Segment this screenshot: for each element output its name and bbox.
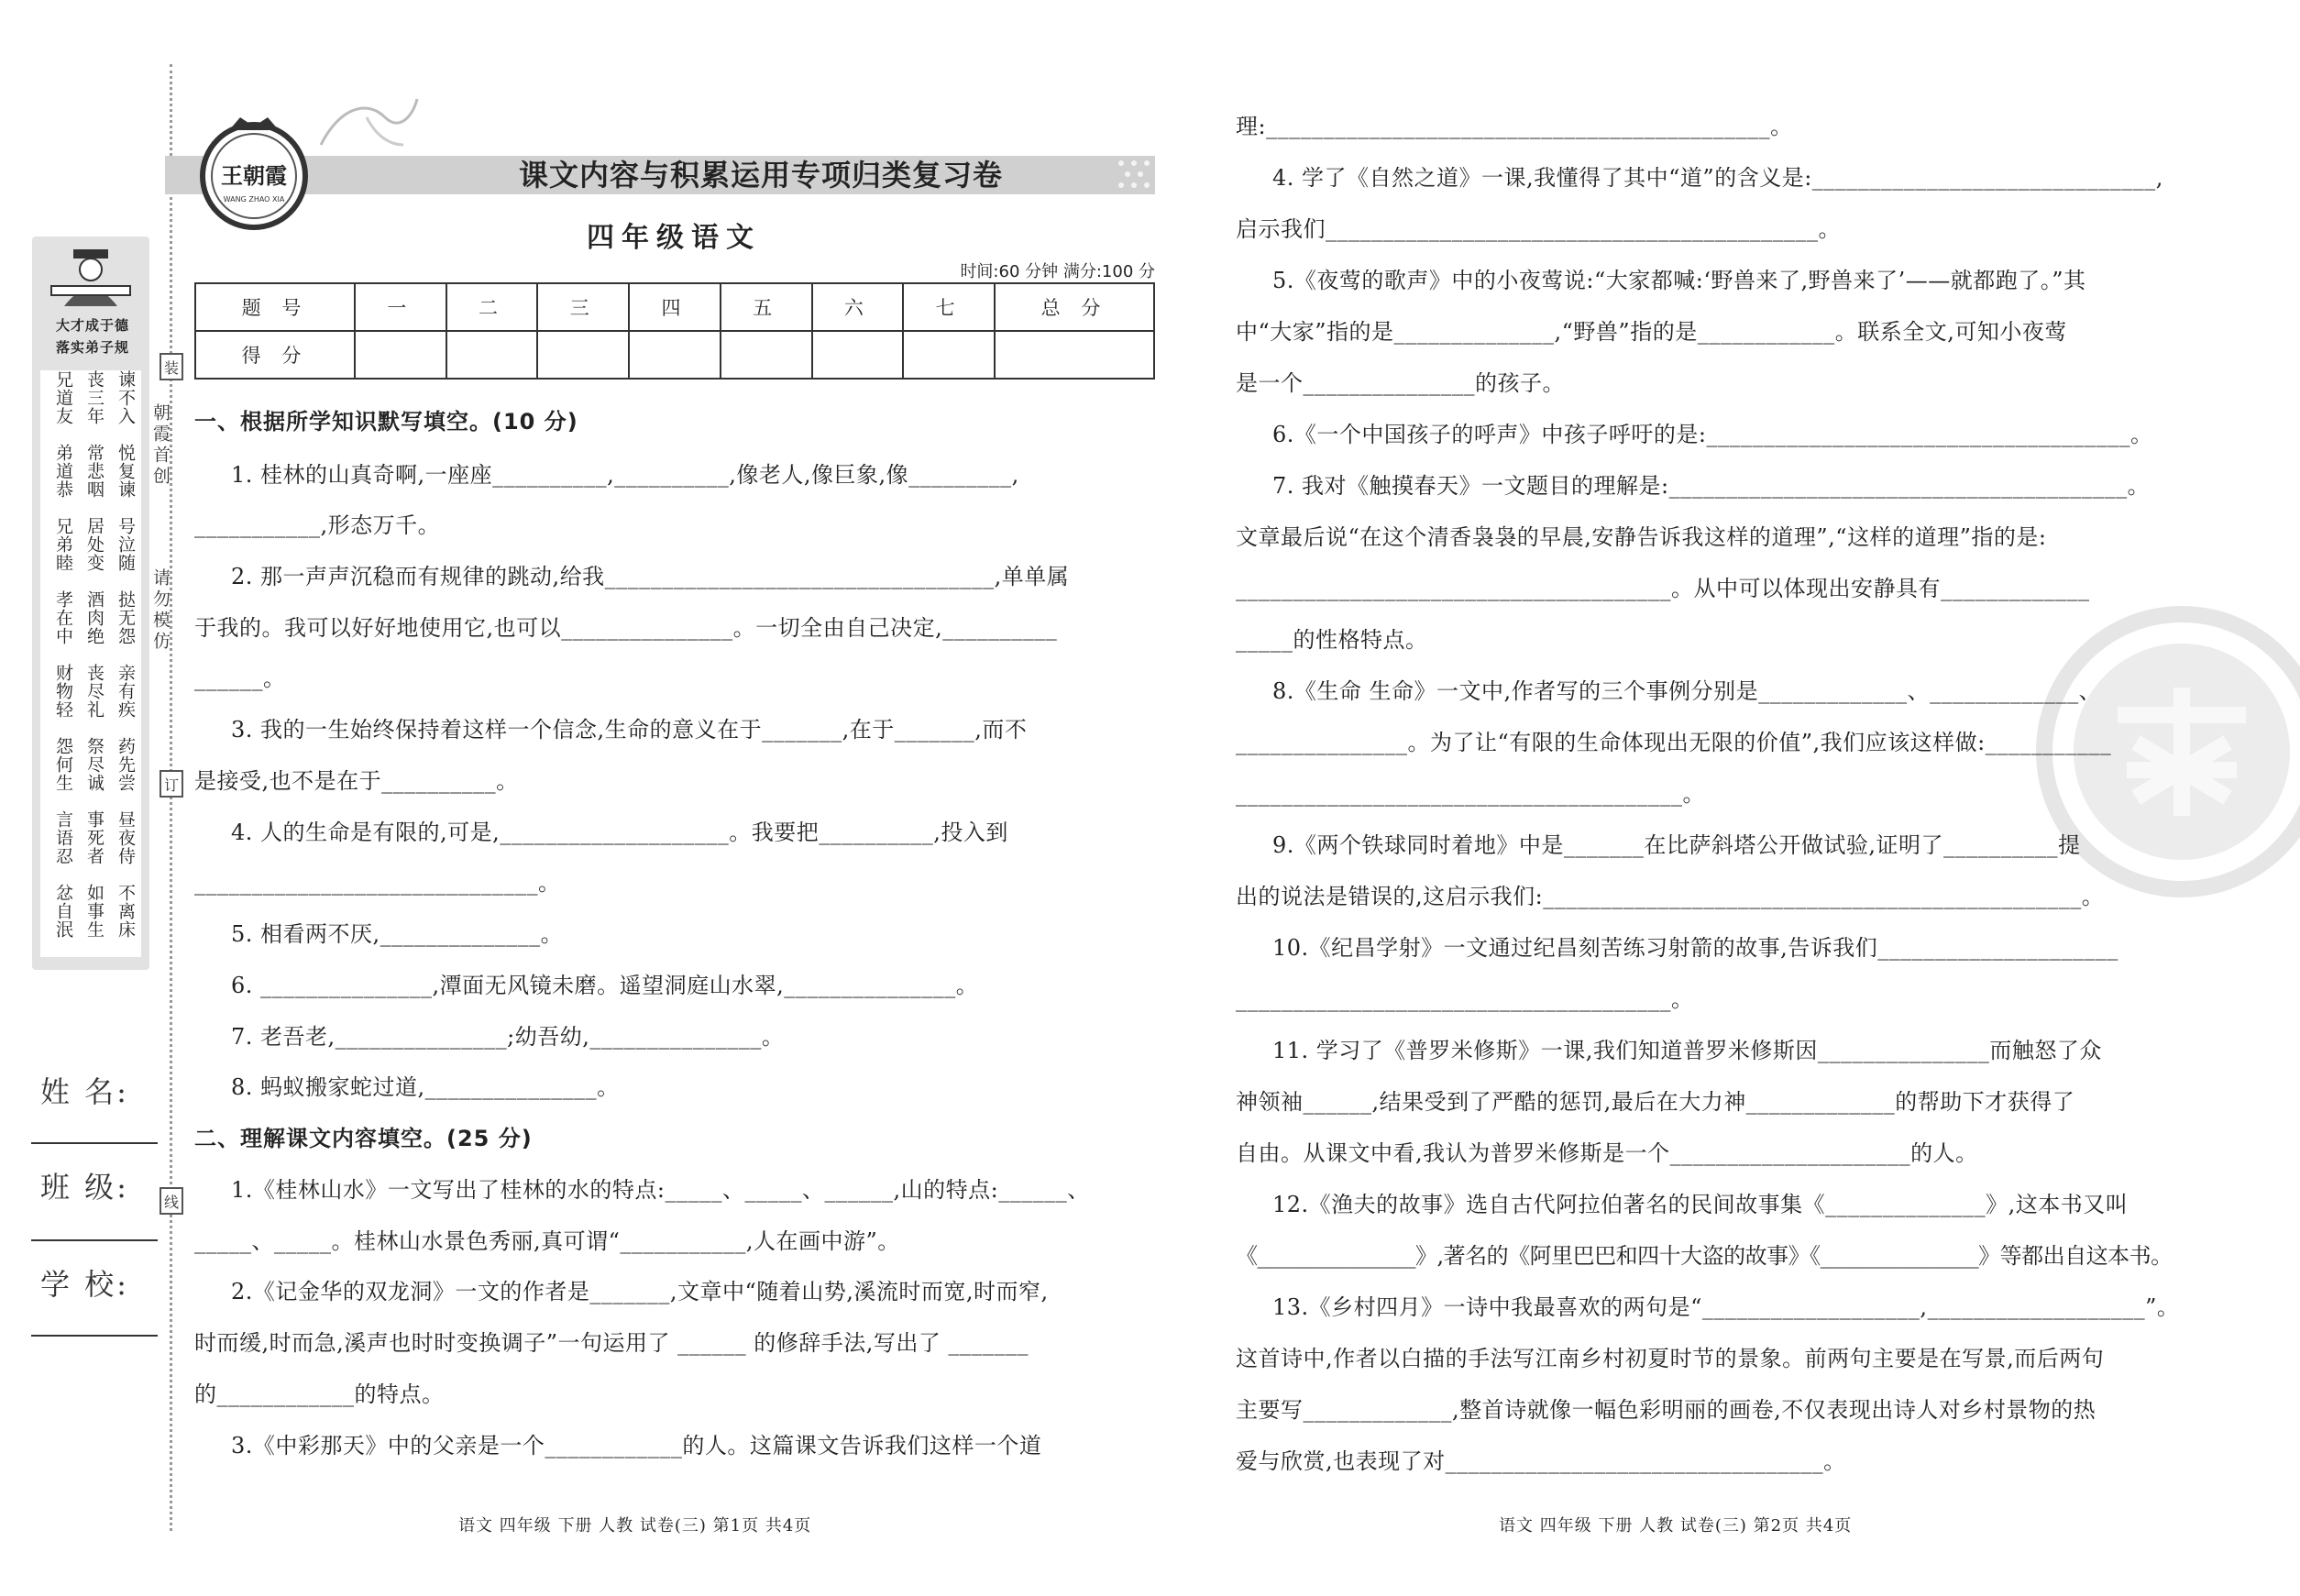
logo-text: 王朝霞 (221, 162, 287, 189)
question-line: _______________________________________。 (1236, 781, 1705, 807)
exam-subject: 四年级语文 (587, 222, 761, 254)
ribbon-decoration (312, 90, 422, 163)
question-line: 5. 相看两不厌,______________。 (231, 921, 564, 947)
score-header-cell: 一 (355, 283, 446, 331)
motto-col: 丧尽礼 (84, 664, 105, 719)
motto-col: 不离床 (116, 884, 136, 939)
motto-col: 谏不入 (116, 370, 136, 425)
section-1-heading: 一、根据所学知识默写填空。(10 分) (194, 409, 578, 435)
motto-columns (40, 370, 141, 957)
score-header-cell: 七 (903, 283, 995, 331)
motto-col: 弟道恭 (53, 444, 73, 499)
motto-col: 挞无怨 (116, 590, 136, 645)
score-cell[interactable] (721, 331, 812, 379)
question-line: 1. 桂林的山真奇啊,一座座__________,__________,像老人,像巨象,像_________, (231, 462, 1019, 488)
question-line: 4. 人的生命是有限的,可是,____________________。我要把__________,投入到 (231, 820, 1008, 845)
seal-mark-1: 装 (160, 353, 183, 380)
question-line: 7. 我对《触摸春天》一文题目的理解是:________________________________________。 (1272, 473, 2151, 499)
motto-col: 忿自泯 (53, 884, 73, 939)
side-note-1: 朝霞首创 (150, 403, 171, 488)
question-line: 2. 那一声声沉稳而有规律的跳动,给我__________________________________,单单属 (231, 564, 1070, 589)
motto-title-2: 落实弟子规 (55, 339, 129, 356)
question-line: ______________________________________。 (1236, 986, 1694, 1012)
page-footer-right: 语文 四年级 下册 人教 试卷(三) 第2页 共4页 (1499, 1516, 1853, 1535)
question-line: 是一个_______________的孩子。 (1236, 370, 1565, 396)
motto-col: 号泣随 (116, 517, 136, 572)
score-header-cell: 题 号 (195, 283, 355, 331)
question-line: 于我的。我可以好好地使用它,也可以_______________。一切全由自己决定,__________ (194, 615, 1058, 641)
motto-col: 丧三年 (84, 370, 105, 425)
question-line: 10.《纪昌学射》一文通过纪昌刻苦练习射箭的故事,告诉我们_____________________ (1272, 935, 2118, 961)
question-line: _______________。为了让“有限的生命体现出无限的价值”,我们应该这样做:___________ (1236, 730, 2112, 755)
motto-col: 昼夜侍 (116, 810, 136, 865)
question-line: ______________________________。 (194, 870, 561, 896)
seal-mark-3: 线 (160, 1187, 183, 1215)
score-header-cell: 四 (629, 283, 721, 331)
question-line: 是接受,也不是在于__________。 (194, 768, 519, 794)
motto-col: 悦复谏 (116, 444, 136, 499)
motto-col: 如事生 (84, 884, 105, 939)
question-line: 文章最后说“在这个清香袅袅的早晨,安静告诉我这样的道理”,“这样的道理”指的是: (1236, 524, 2047, 550)
section-2-heading: 二、理解课文内容填空。(25 分) (194, 1126, 533, 1151)
score-cell[interactable] (446, 331, 538, 379)
question-line: 主要写_____________,整首诗就像一幅色彩明丽的画卷,不仅表现出诗人对乡村景物的热 (1236, 1397, 2096, 1423)
question-line: 3.《中彩那天》中的父亲是一个____________的人。这篇课文告诉我们这样一个道 (231, 1433, 1042, 1458)
question-line: 出的说法是错误的,这启示我们:_______________________________________________。 (1236, 884, 2105, 909)
question-line: _____、_____。桂林山水景色秀丽,真可谓“___________,人在画中游”。 (194, 1228, 900, 1254)
score-cell[interactable] (355, 331, 446, 379)
question-line: 5.《夜莺的歌声》中的小夜莺说:“大家都喊:‘野兽来了,野兽来了’——就都跑了。”其 (1272, 268, 2086, 293)
school-field[interactable] (31, 1335, 158, 1337)
motto-col: 事死者 (84, 810, 105, 865)
score-header-cell: 三 (537, 283, 629, 331)
question-line: 爱与欣赏,也表现了对_________________________________。 (1236, 1448, 1846, 1474)
question-line: ______________________________________。从中可以体现出安静具有_____________ (1236, 576, 2090, 601)
scholar-figure-icon (46, 246, 136, 308)
class-field[interactable] (31, 1239, 158, 1241)
question-line: 8. 蚂蚁搬家蛇过道,_______________。 (231, 1074, 620, 1100)
score-cell[interactable] (812, 331, 904, 379)
score-table-score-row (195, 331, 1154, 379)
motto-col: 酒肉绝 (84, 590, 105, 645)
question-line: 理:____________________________________________。 (1236, 114, 1793, 139)
question-line: 2.《记金华的双龙洞》一文的作者是_______,文章中“随着山势,溪流时而宽,时而窄, (231, 1279, 1049, 1304)
question-line: 6. _______________,潭面无风镜未磨。遥望洞庭山水翠,_______________。 (231, 973, 979, 998)
question-line: _____的性格特点。 (1236, 627, 1428, 653)
question-line: 中“大家”指的是______________,“野兽”指的是____________。联系全文,可知小夜莺 (1236, 319, 2067, 345)
question-line: 7. 老吾老,_______________;幼吾幼,_______________。 (231, 1024, 785, 1050)
motto-title-1: 大才成于德 (55, 317, 129, 334)
question-line: 9.《两个铁球同时着地》中是_______在比萨斜塔公开做试验,证明了__________提 (1272, 832, 2081, 858)
question-line: 《_______________》,著名的《阿里巴巴和四十大盗的故事》《_______________》等都出自这本书。 (1236, 1243, 2173, 1269)
score-cell[interactable] (629, 331, 721, 379)
name-label: 姓 名: (40, 1074, 129, 1109)
motto-col: 药先尝 (116, 737, 136, 792)
score-row-label: 得 分 (195, 331, 355, 379)
question-line: ___________,形态万千。 (194, 512, 441, 538)
score-header-cell: 五 (721, 283, 812, 331)
score-header-cell: 总 分 (995, 283, 1154, 331)
question-line: 的____________的特点。 (194, 1381, 445, 1407)
score-table-header-row (195, 283, 1154, 331)
exam-title: 课文内容与积累运用专项归类复习卷 (518, 158, 1003, 193)
page-footer-left: 语文 四年级 下册 人教 试卷(三) 第1页 共4页 (458, 1516, 812, 1535)
question-line: ______。 (194, 666, 286, 691)
side-note-2: 请勿模仿 (150, 568, 171, 653)
motto-col: 言语忍 (53, 810, 73, 865)
question-line: 13.《乡村四月》一诗中我最喜欢的两句是“___________________,___________________”。 (1272, 1294, 2180, 1320)
motto-col: 亲有疾 (116, 664, 136, 719)
motto-col: 常悲咽 (84, 444, 105, 499)
question-line: 4. 学了《自然之道》一课,我懂得了其中“道”的含义是:______________________________, (1272, 165, 2163, 191)
name-field[interactable] (31, 1142, 158, 1144)
question-line: 启示我们___________________________________________。 (1236, 216, 1841, 242)
question-line: 自由。从课文中看,我认为普罗米修斯是一个_____________________的人。 (1236, 1140, 1978, 1166)
question-line: 1.《桂林山水》一文写出了桂林的水的特点:_____、_____、______,山的特点:______、 (231, 1177, 1090, 1203)
question-line: 3. 我的一生始终保持着这样一个信念,生命的意义在于_______,在于_______,而不 (231, 717, 1028, 743)
question-line: 神领袖______,结果受到了严酷的惩罚,最后在大力神_____________的帮助下才获得了 (1236, 1089, 2075, 1115)
school-label: 学 校: (40, 1267, 129, 1302)
question-line: 时而缓,时而急,溪声也时时变换调子”一句运用了 ______ 的修辞手法,写出了 _______ (194, 1330, 1029, 1356)
question-line: 12.《渔夫的故事》选自古代阿拉伯著名的民间故事集《______________》,这本书又叫 (1272, 1192, 2129, 1217)
motto-col: 祭尽诚 (84, 737, 105, 792)
motto-col: 财物轻 (53, 664, 73, 719)
motto-col: 孝在中 (53, 590, 73, 645)
motto-col: 兄弟睦 (53, 517, 73, 572)
score-cell[interactable] (903, 331, 995, 379)
seal-mark-2: 订 (160, 770, 183, 798)
motto-col: 怨何生 (53, 737, 73, 792)
motto-col: 居处变 (84, 517, 105, 572)
question-line: 8.《生命 生命》一文中,作者写的三个事例分别是_____________、_____________、 (1272, 678, 2102, 704)
score-cell[interactable] (537, 331, 629, 379)
score-table (194, 282, 1155, 380)
logo-subtext: WANG ZHAO XIA (223, 195, 285, 204)
binding-fold-line (170, 64, 172, 1531)
motto-col: 兄道友 (53, 370, 73, 425)
class-label: 班 级: (40, 1170, 129, 1205)
score-header-cell: 二 (446, 283, 538, 331)
score-cell[interactable] (995, 331, 1154, 379)
time-and-score-info: 时间:60 分钟 满分:100 分 (960, 262, 1155, 281)
question-line: 这首诗中,作者以白描的手法写江南乡村初夏时节的景象。前两句主要是在写景,而后两句 (1236, 1346, 2105, 1371)
score-header-cell: 六 (812, 283, 904, 331)
question-line: 6.《一个中国孩子的呼声》中孩子呼吁的是:_____________________________________。 (1272, 422, 2153, 447)
question-line: 11. 学习了《普罗米修斯》一课,我们知道普罗米修斯因_______________而触怒了众 (1272, 1038, 2102, 1063)
